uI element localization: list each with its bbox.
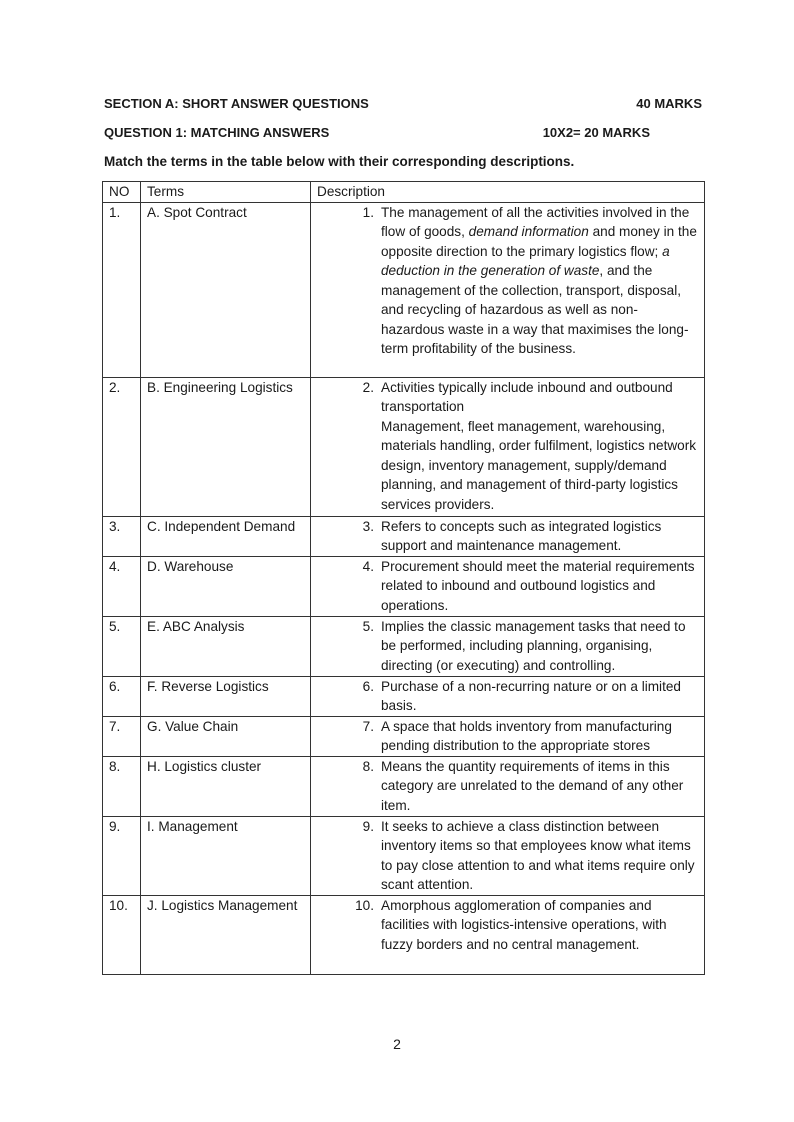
description-text: A space that holds inventory from manufacturing pending distribution to the appropriate stores xyxy=(381,718,672,753)
description-part: The management of all the activities involved in the flow of goods, xyxy=(381,204,690,239)
matching-table xyxy=(102,181,705,975)
description-number: 7. xyxy=(362,718,374,734)
table-row xyxy=(103,716,705,756)
table-row xyxy=(103,676,705,716)
description-text: Purchase of a non-recurring nature or on a limited basis. xyxy=(381,678,681,713)
description-text: Implies the classic management tasks that need to be performed, including planning, organising, directing (or executing) and controlling. xyxy=(381,618,686,673)
section-marks: 40 MARKS xyxy=(636,96,702,111)
row-number: 7. xyxy=(103,716,141,756)
description-number: 5. xyxy=(362,618,374,634)
header-description: Description xyxy=(311,182,705,203)
description-cell xyxy=(311,716,705,756)
table-row xyxy=(103,895,705,974)
description-cell xyxy=(311,816,705,895)
description-number: 9. xyxy=(362,818,374,834)
question-heading-row xyxy=(104,125,650,140)
description-number: 4. xyxy=(362,558,374,574)
description-text: It seeks to achieve a class distinction between inventory items so that employees know what items to pay close attention to and what items require only scant attention. xyxy=(381,818,695,892)
description-number: 2. xyxy=(362,379,374,395)
term-cell: D. Warehouse xyxy=(141,556,311,616)
description-number: 10. xyxy=(355,897,374,913)
description-text: Refers to concepts such as integrated logistics support and maintenance management. xyxy=(381,518,662,553)
description-cell xyxy=(311,676,705,716)
row-number: 2. xyxy=(103,377,141,516)
row-number: 3. xyxy=(103,516,141,556)
table-row xyxy=(103,816,705,895)
description-number: 8. xyxy=(362,758,374,774)
description-cell xyxy=(311,202,705,377)
section-heading-row xyxy=(104,96,702,111)
instruction-text: Match the terms in the table below with their corresponding descriptions. xyxy=(104,154,575,169)
term-cell: J. Logistics Management xyxy=(141,895,311,974)
description-part: Activities typically include inbound and outbound transportation xyxy=(381,379,673,414)
description-cell xyxy=(311,556,705,616)
table-row xyxy=(103,516,705,556)
row-number: 5. xyxy=(103,616,141,676)
header-no: NO xyxy=(103,182,141,203)
table-row xyxy=(103,756,705,816)
description-text: Means the quantity requirements of items in this category are unrelated to the demand of any other item. xyxy=(381,758,684,813)
description-cell xyxy=(311,616,705,676)
description-text: Amorphous agglomeration of companies and facilities with logistics-intensive operations, with fuzzy borders and no central management. xyxy=(381,897,667,952)
table-row xyxy=(103,202,705,377)
term-cell: B. Engineering Logistics xyxy=(141,377,311,516)
description-number: 1. xyxy=(362,204,374,220)
page-number: 2 xyxy=(393,1036,401,1052)
term-cell: E. ABC Analysis xyxy=(141,616,311,676)
question-title: QUESTION 1: MATCHING ANSWERS xyxy=(104,125,330,140)
term-cell: C. Independent Demand xyxy=(141,516,311,556)
description-part: Management, fleet management, warehousing, materials handling, order fulfilment, logistics network design, inventory management, supply/demand planning, and management of third-party logistics services providers. xyxy=(381,418,697,512)
description-cell xyxy=(311,516,705,556)
row-number: 1. xyxy=(103,202,141,377)
description-text: Procurement should meet the material requirements related to inbound and outbound logistics and operations. xyxy=(381,558,695,613)
table-row xyxy=(103,616,705,676)
table-row xyxy=(103,377,705,516)
description-number: 6. xyxy=(362,678,374,694)
section-title: SECTION A: SHORT ANSWER QUESTIONS xyxy=(104,96,369,111)
table-row xyxy=(103,556,705,616)
description-cell xyxy=(311,895,705,974)
description-part: and money in the opposite direction to the primary logistics flow; xyxy=(381,224,697,259)
table-header-row xyxy=(103,182,705,203)
description-cell xyxy=(311,756,705,816)
term-cell: I. Management xyxy=(141,816,311,895)
row-number: 8. xyxy=(103,756,141,816)
question-marks: 10X2= 20 MARKS xyxy=(542,125,650,140)
row-number: 10. xyxy=(103,895,141,974)
term-cell: H. Logistics cluster xyxy=(141,756,311,816)
description-emphasis: a deduction in the generation of waste xyxy=(381,243,670,278)
description-emphasis: demand information xyxy=(468,224,589,239)
description-number: 3. xyxy=(362,518,374,534)
description-cell xyxy=(311,377,705,516)
description-text xyxy=(381,203,700,359)
description-part: , and the management of the collection, transport, disposal, and recycling of hazardous as well as non-hazardous waste in a way that maximises the long-term profitability of the business. xyxy=(381,263,689,356)
row-number: 6. xyxy=(103,676,141,716)
term-cell: G. Value Chain xyxy=(141,716,311,756)
header-terms: Terms xyxy=(141,182,311,203)
term-cell: A. Spot Contract xyxy=(141,202,311,377)
description-text xyxy=(381,378,700,515)
term-cell: F. Reverse Logistics xyxy=(141,676,311,716)
row-number: 9. xyxy=(103,816,141,895)
row-number: 4. xyxy=(103,556,141,616)
